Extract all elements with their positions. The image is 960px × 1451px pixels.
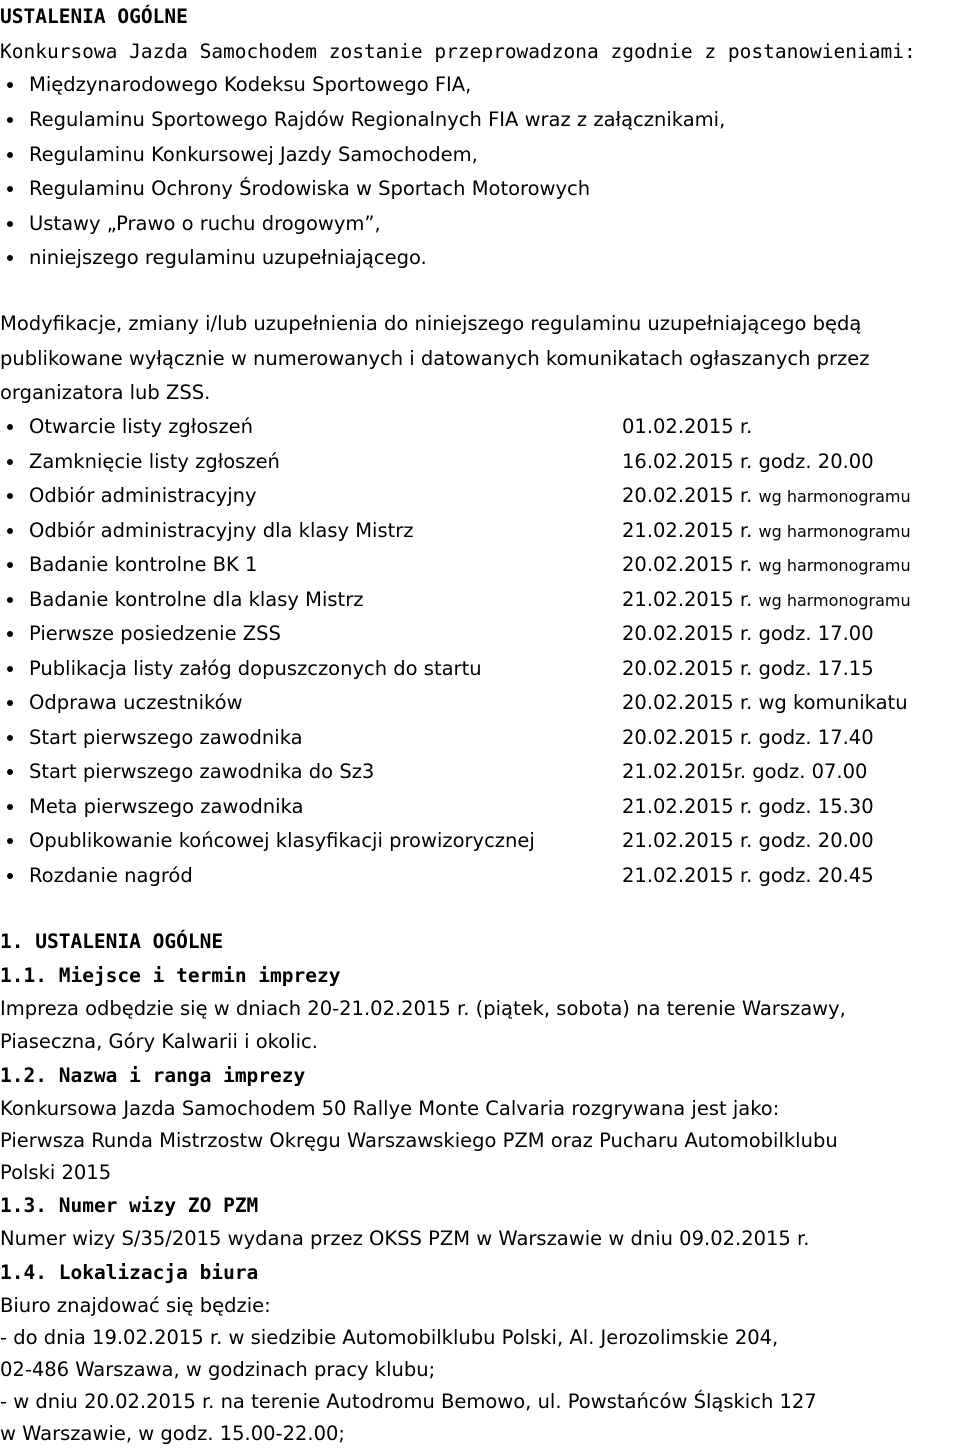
schedule-event: Otwarcie listy zgłoszeń: [29, 415, 254, 438]
regulation-item: niniejszego regulaminu uzupełniającego.: [29, 246, 427, 269]
body-line: Biuro znajdować się będzie:: [0, 1294, 271, 1317]
bullet-icon: [7, 255, 13, 261]
bullet-icon: [7, 459, 13, 465]
body-line: Pierwsza Runda Mistrzostw Okręgu Warszawskiego PZM oraz Pucharu Automobilklubu: [0, 1129, 838, 1152]
schedule-date: [622, 590, 911, 610]
body-line: Polski 2015: [0, 1161, 112, 1184]
schedule-date: 21.02.2015 r. godz. 20.00: [622, 829, 874, 852]
schedule-date: [622, 486, 911, 506]
schedule-date: 21.02.2015 r. godz. 15.30: [622, 795, 874, 818]
schedule-date-value: 21.02.2015 r.: [622, 588, 753, 611]
bullet-icon: [7, 666, 13, 672]
schedule-event: Opublikowanie końcowej klasyfikacji prowizorycznej: [29, 829, 535, 852]
schedule-date-note: wg harmonogramu: [758, 556, 911, 575]
body-line: Piaseczna, Góry Kalwarii i okolic.: [0, 1030, 318, 1053]
schedule-date-note: wg harmonogramu: [758, 591, 911, 610]
subsection-title: Lokalizacja biura: [58, 1261, 259, 1284]
body-line: Konkursowa Jazda Samochodem 50 Rallye Monte Calvaria rozgrywana jest jako:: [0, 1097, 780, 1120]
body-line: Numer wizy S/35/2015 wydana przez OKSS PZM w Warszawie w dniu 09.02.2015 r.: [0, 1227, 810, 1250]
subsection-number: 1.4.: [0, 1261, 47, 1284]
general-intro: Konkursowa Jazda Samochodem zostanie przeprowadzona zgodnie z postanowieniami:: [0, 40, 916, 63]
schedule-event: Odbiór administracyjny dla klasy Mistrz: [29, 519, 414, 542]
schedule-date-note: wg harmonogramu: [758, 522, 911, 541]
bullet-icon: [7, 117, 13, 123]
section-heading: [0, 932, 223, 952]
modifications-line: publikowane wyłącznie w numerowanych i datowanych komunikatach ogłaszanych przez: [0, 347, 870, 370]
section-number: 1.: [0, 930, 24, 953]
regulation-item: Regulaminu Konkursowej Jazdy Samochodem,: [29, 143, 478, 166]
regulation-item: Regulaminu Ochrony Środowiska w Sportach Motorowych: [29, 177, 591, 200]
schedule-date-value: 20.02.2015 r.: [622, 553, 753, 576]
schedule-date: 16.02.2015 r. godz. 20.00: [622, 450, 874, 473]
subsection-title: Numer wizy ZO PZM: [58, 1194, 259, 1217]
schedule-event: Meta pierwszego zawodnika: [29, 795, 304, 818]
body-line: Impreza odbędzie się w dniach 20-21.02.2015 r. (piątek, sobota) na terenie Warszawy,: [0, 997, 846, 1020]
schedule-date: 01.02.2015 r.: [622, 415, 753, 438]
bullet-icon: [7, 804, 13, 810]
schedule-date: 20.02.2015 r. godz. 17.00: [622, 622, 874, 645]
schedule-date: 20.02.2015 r. wg komunikatu: [622, 691, 908, 714]
subsection-title: Miejsce i termin imprezy: [58, 964, 341, 987]
bullet-icon: [7, 82, 13, 88]
schedule-date: 20.02.2015 r. godz. 17.15: [622, 657, 874, 680]
bullet-icon: [7, 597, 13, 603]
subsection-heading: [0, 966, 340, 986]
section-title: USTALENIA OGÓLNE: [35, 930, 224, 953]
bullet-icon: [7, 769, 13, 775]
bullet-icon: [7, 221, 13, 227]
bullet-icon: [7, 493, 13, 499]
schedule-date-note: wg harmonogramu: [758, 487, 911, 506]
bullet-icon: [7, 631, 13, 637]
schedule-event: Badanie kontrolne dla klasy Mistrz: [29, 588, 364, 611]
bullet-icon: [7, 424, 13, 430]
modifications-line: Modyfikacje, zmiany i/lub uzupełnienia do niniejszego regulaminu uzupełniającego będą: [0, 312, 862, 335]
subsection-number: 1.1.: [0, 964, 47, 987]
modifications-line: organizatora lub ZSS.: [0, 381, 211, 404]
bullet-icon: [7, 562, 13, 568]
schedule-date-value: 21.02.2015 r.: [622, 519, 753, 542]
body-line: 02-486 Warszawa, w godzinach pracy klubu;: [0, 1358, 436, 1381]
schedule-date: 20.02.2015 r. godz. 17.40: [622, 726, 874, 749]
subsection-heading: [0, 1196, 258, 1216]
schedule-event: Rozdanie nagród: [29, 864, 193, 887]
subsection-heading: [0, 1263, 258, 1283]
schedule-event: Publikacja listy załóg dopuszczonych do startu: [29, 657, 482, 680]
general-heading: USTALENIA OGÓLNE: [0, 5, 188, 28]
bullet-icon: [7, 735, 13, 741]
body-line: w Warszawie, w godz. 15.00-22.00;: [0, 1422, 345, 1445]
schedule-date: [622, 521, 911, 541]
bullet-icon: [7, 873, 13, 879]
body-line: - w dniu 20.02.2015 r. na terenie Autodromu Bemowo, ul. Powstańców Śląskich 127: [0, 1390, 817, 1413]
schedule-date: [622, 555, 911, 575]
subsection-heading: [0, 1066, 305, 1086]
body-line: - do dnia 19.02.2015 r. w siedzibie Automobilklubu Polski, Al. Jerozolimskie 204,: [0, 1326, 779, 1349]
subsection-title: Nazwa i ranga imprezy: [58, 1064, 306, 1087]
schedule-date-value: 20.02.2015 r.: [622, 484, 753, 507]
schedule-date: 21.02.2015 r. godz. 20.45: [622, 864, 874, 887]
bullet-icon: [7, 186, 13, 192]
subsection-number: 1.2.: [0, 1064, 47, 1087]
bullet-icon: [7, 528, 13, 534]
schedule-event: Zamknięcie listy zgłoszeń: [29, 450, 280, 473]
regulation-item: Ustawy „Prawo o ruchu drogowym”,: [29, 212, 381, 235]
bullet-icon: [7, 838, 13, 844]
bullet-icon: [7, 700, 13, 706]
schedule-event: Start pierwszego zawodnika: [29, 726, 303, 749]
regulation-item: Regulaminu Sportowego Rajdów Regionalnych FIA wraz z załącznikami,: [29, 108, 726, 131]
subsection-number: 1.3.: [0, 1194, 47, 1217]
bullet-icon: [7, 152, 13, 158]
schedule-event: Badanie kontrolne BK 1: [29, 553, 258, 576]
schedule-event: Odbiór administracyjny: [29, 484, 257, 507]
schedule-event: Odprawa uczestników: [29, 691, 243, 714]
schedule-event: Start pierwszego zawodnika do Sz3: [29, 760, 375, 783]
schedule-event: Pierwsze posiedzenie ZSS: [29, 622, 281, 645]
regulation-item: Międzynarodowego Kodeksu Sportowego FIA,: [29, 73, 472, 96]
schedule-date: 21.02.2015r. godz. 07.00: [622, 760, 868, 783]
